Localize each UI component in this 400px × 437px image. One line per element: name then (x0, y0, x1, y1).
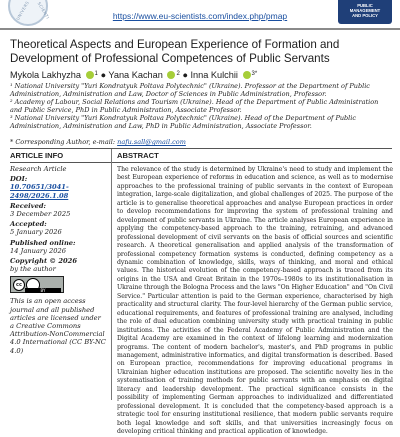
column-divider (111, 149, 112, 400)
affiliation-mark: 2 (176, 71, 180, 77)
received-date: 3 December 2025 (10, 210, 71, 219)
copyright-holder: by the author (10, 265, 56, 274)
published-date: 14 January 2026 (10, 246, 67, 255)
orcid-icon[interactable] (86, 71, 94, 79)
affiliation-mark: 1 (94, 71, 98, 77)
university-seal-logo: UNIVERS SCIENTI (8, 0, 48, 26)
author-name: Yana Kachan (108, 70, 163, 80)
article-type: Research Article (10, 165, 67, 173)
article-info (10, 165, 106, 355)
affiliation-item: ² Academy of Labour, Social Relations and Tourism (Ukraine). Head of the Department of Public Administration and Public Service, PhD in Public Administration, Associate Professor. (10, 98, 379, 115)
received-label: Received: (10, 201, 46, 210)
author-separator: ● (179, 70, 191, 80)
orcid-icon[interactable] (243, 71, 251, 79)
divider (10, 148, 392, 149)
copyright-label: Copyright © 2026 (10, 257, 77, 266)
journal-url-link[interactable]: https://www.eu-scientists.com/index.php/pmap (112, 11, 288, 21)
affiliation-mark: 3* (251, 71, 258, 77)
published-label: Published online: (10, 238, 76, 247)
cc-license-icon[interactable]: cc BY (10, 276, 64, 293)
author-name: Mykola Lakhyzha (10, 70, 81, 80)
journal-header (0, 0, 400, 30)
article-info-heading: ARTICLE INFO (10, 151, 64, 160)
corresponding-email-link[interactable]: nafu.sall@gmail.com (117, 138, 186, 146)
author-separator: ● (97, 70, 109, 80)
author-name: Inna Kulchii (190, 70, 238, 80)
doi-link[interactable]: 10.70651/3041-2498/2026.1.08 (10, 183, 69, 200)
orcid-icon[interactable] (167, 71, 175, 79)
accepted-label: Accepted: (10, 220, 47, 229)
abstract-text: The relevance of the study is determined by Ukraine's need to study and implement the best European experience of reforms in education and science, as well as to modernise approaches to the professional training of public servants in the context of European integration, large-scale digitalization, and global challenges of 2025. The purpose of the article is to generalise theoretical approaches and analyse European practices in order to develop recommendations for improving the system of professional training and development of public servants in Ukraine. The article analyses European experience in applying the competency-based approach to the training, retraining, and advanced professional development of civil servants on the basis of official sources and scientific research. A theoretical generalisation and applied analysis of the transformation of professional competency formation systems is conducted, defining competency as a dynamic combination of knowledge, skills, ways of thinking, and moral and ethical values. The historical evolution of the competency-based approach is traced from its origins in the USA and Great Britain in the 1970s–1980s to its institutionalisation in Ukraine through the Bologna Process and the laws "On Higher Education" and "On Civil Service." Particular attention is paid to the German experience, characterised by high practicality and structural clarity. The four-level hierarchy of the German public service, educational requirements, and features of professional training are analysed, including the role of dual education combining university study with practical training in public institutions. The activities of the Federal Academy of Public Administration and the Digital Academy are examined in the context of lifelong learning and modernization programs. The content of modern bachelor's, master's, and PhD programs in public management, administrative informatics, and digital transformation is described. Based on European practice, recommendations for improving educational programs in Ukrainian higher education institutions are proposed. The scientific novelty lies in the systematisation of training methods for public servants with an emphasis on digital literacy and leadership development. The practical significance consists in the possibility of implementing German approaches to individualized and differentiated professional development. It is concluded that the competency-based approach is a strategic tool for ensuring institutional resilience, that modern public servants require both legal knowledge and soft skills, and that universities increasingly focus on developing critical thinking and practical application of knowledge. (117, 166, 393, 436)
affiliation-item: ¹ National University "Yuri Kondratyuk Poltava Polytechnic" (Ukraine). Professor at the Department of Public Administration, Administration and Law, Doctor of Sciences in Public Administration, Professor. (10, 82, 370, 99)
corresponding-author (10, 138, 392, 146)
author-list (10, 70, 392, 80)
divider (10, 162, 392, 163)
license-text: This is an open access journal and all published articles are licensed under a Creative Commons Attribution-NonCommercial 4.0 International (CC BY-NC 4.0) (10, 297, 106, 355)
accepted-date: 5 January 2026 (10, 228, 62, 237)
affiliation-item: ³ National University "Yuri Kondratyuk Poltava Polytechnic" (Ukraine). Head of the Department of Public Administration, Administration and Law, PhD in Public Administration, Associate Professor. (10, 114, 356, 131)
article-title: Theoretical Aspects and European Experience of Formation and Development of Professional Competences of Public Servants (10, 38, 340, 65)
doi-label: DOI: (10, 175, 28, 184)
journal-cover-logo: PUBLIC MANAGEMENT AND POLICY (338, 0, 392, 24)
corresponding-label: * Corresponding Author, e-mail: (10, 138, 116, 146)
abstract-heading: ABSTRACT (117, 151, 159, 160)
affiliations (10, 82, 392, 131)
